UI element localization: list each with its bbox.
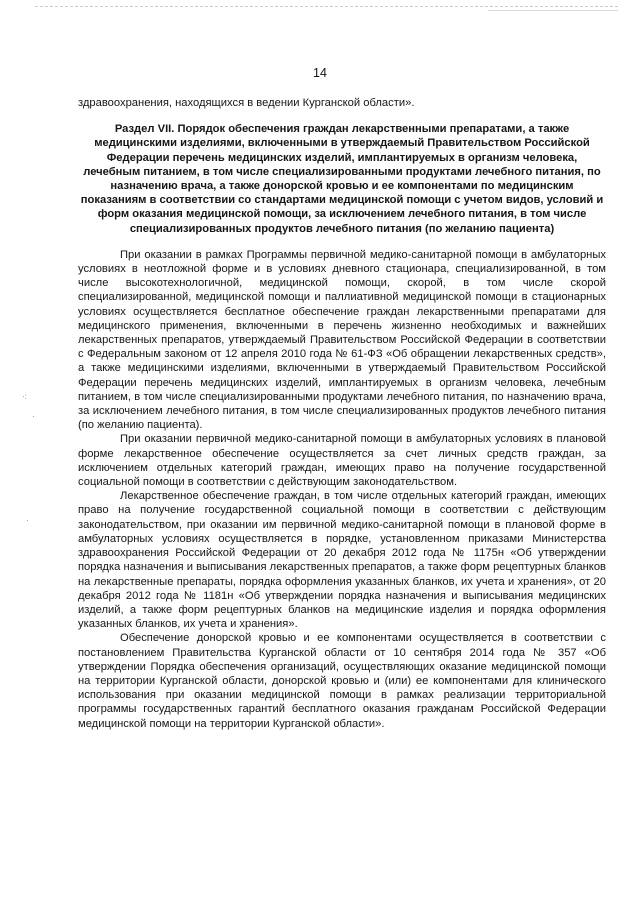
scan-speck: ·: [22, 392, 27, 401]
continued-text: здравоохранения, находящихся в ведении Курганской области». [78, 97, 415, 109]
scan-edge-artifact [488, 10, 618, 12]
document-body [78, 96, 606, 731]
scan-edge-artifact [35, 6, 618, 9]
scan-speck: · [32, 412, 35, 421]
paragraph: При оказании в рамках Программы первичной медико-санитарной помощи в амбулаторных условиях в неотложной форме и в условиях дневного стационара, специализированной, в том числе высокотехнологичной, медицинской помощи, скорой, в том числе скорой специализированной, медицинской помощи и паллиативной медицинской помощи в стационарных условиях осуществляется бесплатное обеспечение граждан лекарственными препаратами для медицинского применения, включенными в перечень жизненно необходимых и важнейших лекарственных препаратов, утверждаемый Правительством Российской Федерации в соответствии с Федеральным законом от 12 апреля 2010 года № 61-ФЗ «Об обращении лекарственных средств», а также медицинскими изделиями, включенными в утверждаемый Правительством Российской Федерации перечень медицинских изделий, имплантируемых в организм человека, лечебным питанием, в том числе специализированными продуктами лечебного питания, по назначению врача, за исключением лечебного питания, в том числе специализированных продуктов лечебного питания (по желанию пациента). [78, 248, 606, 432]
paragraph: Лекарственное обеспечение граждан, в том числе отдельных категорий граждан, имеющих право на получение государственной социальной помощи в соответствии с действующим законодательством, при оказании им первичной медико-санитарной помощи в плановой форме в амбулаторных условиях осуществляется в порядке, установленном приказами Министерства здравоохранения Российской Федерации от 20 декабря 2012 года № 1175н «Об утверждении порядка назначения и выписывания лекарственных препаратов, а также форм рецептурных бланков на лекарственные препараты, порядка оформления указанных бланков, их учета и хранения», от 20 декабря 2012 года № 1181н «Об утверждении порядка назначения и выписывания медицинских изделий, а также форм рецептурных бланков на медицинские изделия и порядка оформления указанных бланков, их учета и хранения». [78, 490, 606, 631]
paragraph: При оказании первичной медико-санитарной помощи в амбулаторных условиях в плановой форме лекарственное обеспечение осуществляется за счет личных средств граждан, за исключением отдельных категорий граждан, имеющих право на получение государственной социальной помощи в соответствии с действующим законодательством. [78, 433, 606, 489]
page-number: 14 [313, 66, 327, 80]
scan-speck: · [26, 516, 29, 525]
paragraph: Обеспечение донорской кровью и ее компонентами осуществляется в соответствии с постановлением Правительства Курганской области от 10 сентября 2014 года № 357 «Об утверждении Порядка обеспечения организаций, осуществляющих оказание медицинской помощи на территории Курганской области, донорской кровью и (или) ее компонентами для клинического использования при оказании медицинской помощи в рамках реализации территориальной программы государственных гарантий бесплатного оказания гражданам Российской Федерации медицинской помощи на территории Курганской области». [78, 632, 606, 730]
scan-margin-marks [20, 0, 50, 905]
section-heading: Раздел VII. Порядок обеспечения граждан лекарственными препаратами, а также медицинскими изделиями, включенными в утверждаемый Правительством Российской Федерации перечень медицинских изделий, имплантируемых в организм человека, лечебным питанием, в том числе специализированными продуктами лечебного питания, по назначению врача, а также донорской кровью и ее компонентами по медицинским показаниям в соответствии со стандартами медицинской помощи с учетом видов, условий и форм оказания медицинской помощи, за исключением лечебного питания, в том числе специализированных продуктов лечебного питания (по желанию пациента) [80, 123, 604, 235]
